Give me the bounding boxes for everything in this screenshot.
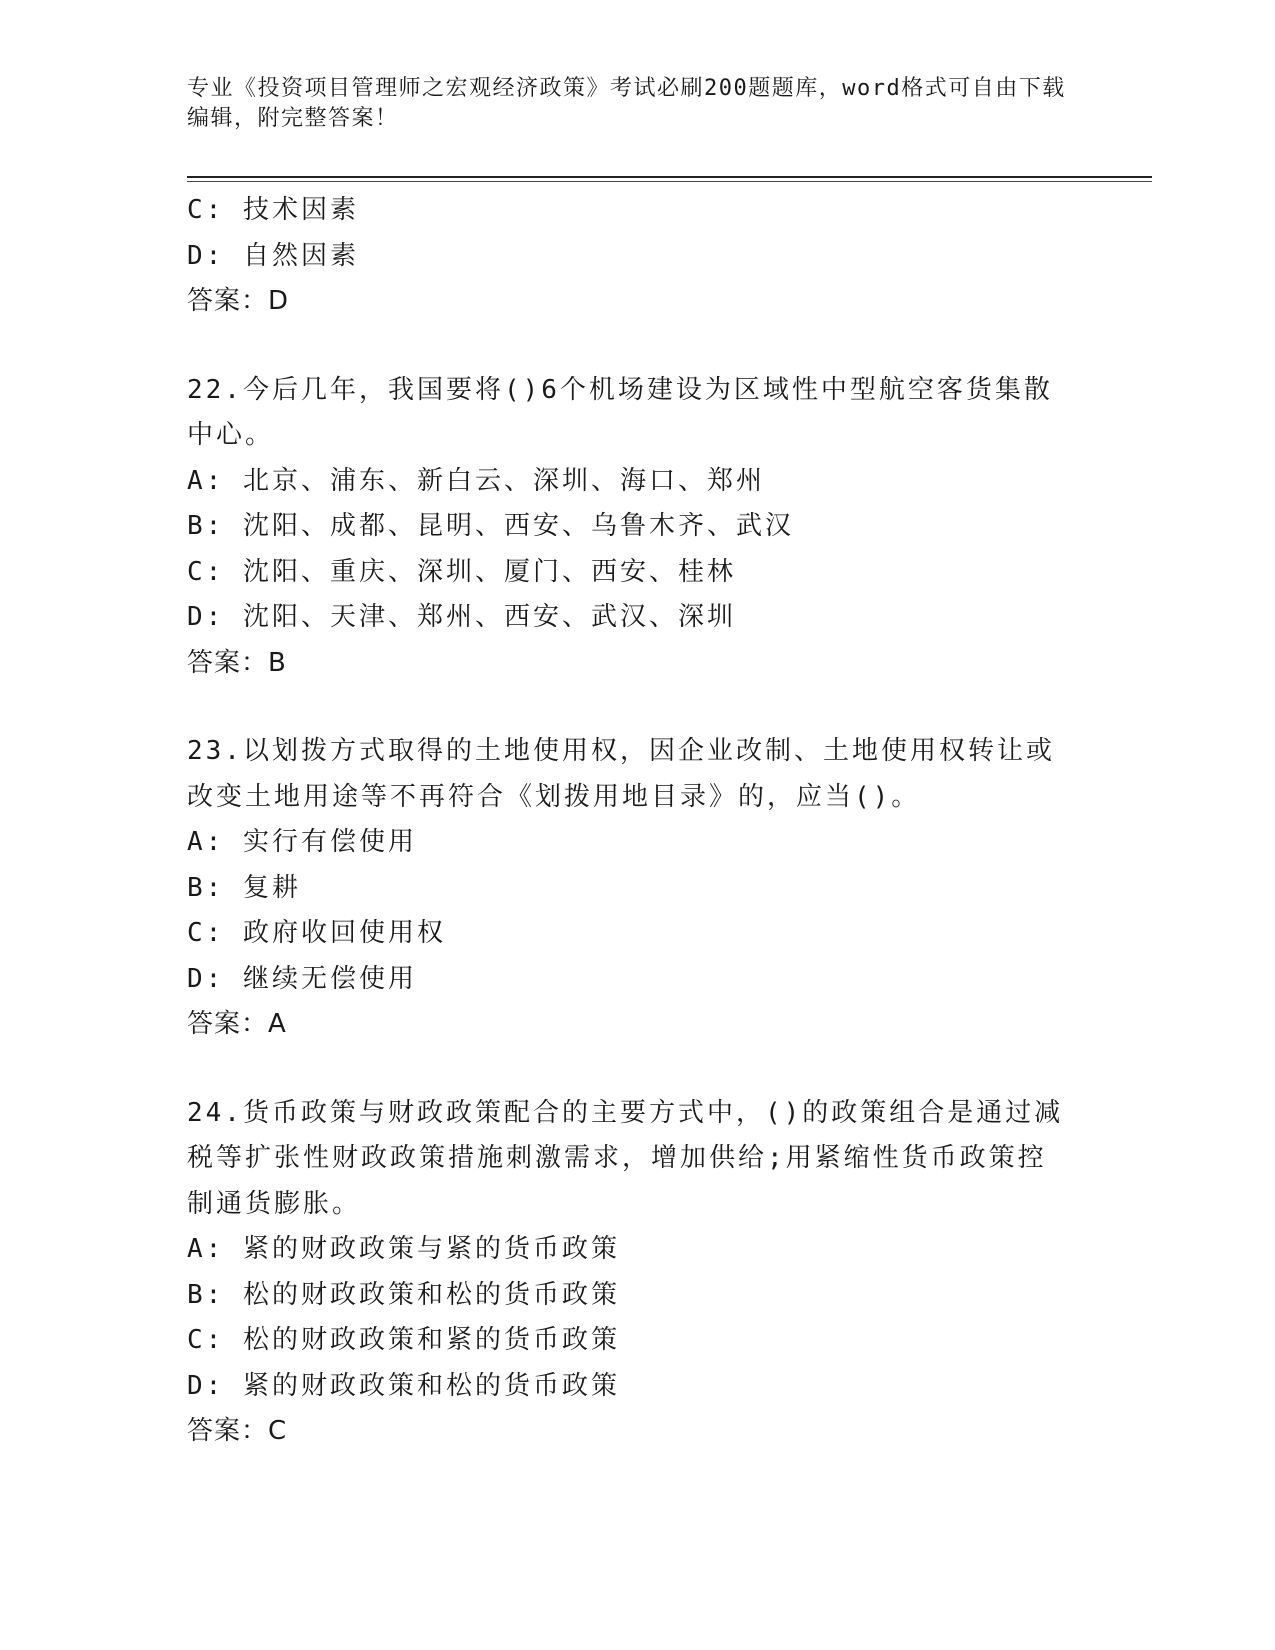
document-header: 专业《投资项目管理师之宏观经济政策》考试必刷200题题库，word格式可自由下载编辑，附完整答案！ xyxy=(187,76,1066,131)
option-b: B: 松的财政政策和松的货币政策 xyxy=(187,1279,620,1310)
option-d: D: 自然因素 xyxy=(187,240,359,271)
answer-line: 答案：C xyxy=(187,1416,288,1446)
question-stem: 23.以划拨方式取得的土地使用权，因企业改制、土地使用权转让或改变土地用途等不再符合《划拨用地目录》的，应当()。 xyxy=(187,736,1055,812)
option-c: C: 技术因素 xyxy=(187,195,359,225)
option-b: B: 复耕 xyxy=(187,872,301,903)
option-d: D: 沈阳、天津、郑州、西安、武汉、深圳 xyxy=(187,602,736,632)
option-c: C: 沈阳、重庆、深圳、厦门、西安、桂林 xyxy=(187,556,736,587)
option-a: A: 北京、浦东、新白云、深圳、海口、郑州 xyxy=(187,465,765,496)
header-rule-thick xyxy=(187,176,1152,178)
spacer xyxy=(187,325,1087,368)
answer-line: 答案：D xyxy=(187,286,290,316)
header-rule-thin xyxy=(187,181,1152,182)
question-23 xyxy=(187,729,1087,1048)
option-d: D: 紧的财政政策和松的货币政策 xyxy=(187,1370,620,1401)
answer-line: 答案：A xyxy=(187,1009,287,1039)
option-b: B: 沈阳、成都、昆明、西安、乌鲁木齐、武汉 xyxy=(187,511,794,541)
question-content xyxy=(187,188,1087,1455)
question-22 xyxy=(187,368,1087,687)
spacer xyxy=(187,1048,1087,1091)
answer-line: 答案：B xyxy=(187,647,287,678)
option-c: C: 政府收回使用权 xyxy=(187,918,446,948)
question-stem: 22.今后几年，我国要将()6个机场建设为区域性中型航空客货集散中心。 xyxy=(187,374,1053,450)
option-c: C: 松的财政政策和紧的货币政策 xyxy=(187,1325,620,1355)
question-24 xyxy=(187,1091,1087,1455)
option-a: A: 实行有偿使用 xyxy=(187,827,417,857)
option-d: D: 继续无偿使用 xyxy=(187,963,417,994)
question-stem: 24.货币政策与财政政策配合的主要方式中，()的政策组合是通过减税等扩张性财政政策措施刺激需求，增加供给;用紧缩性货币政策控制通货膨胀。 xyxy=(187,1097,1064,1219)
question-21-tail xyxy=(187,188,1087,325)
option-a: A: 紧的财政政策与紧的货币政策 xyxy=(187,1234,620,1264)
spacer xyxy=(187,686,1087,729)
